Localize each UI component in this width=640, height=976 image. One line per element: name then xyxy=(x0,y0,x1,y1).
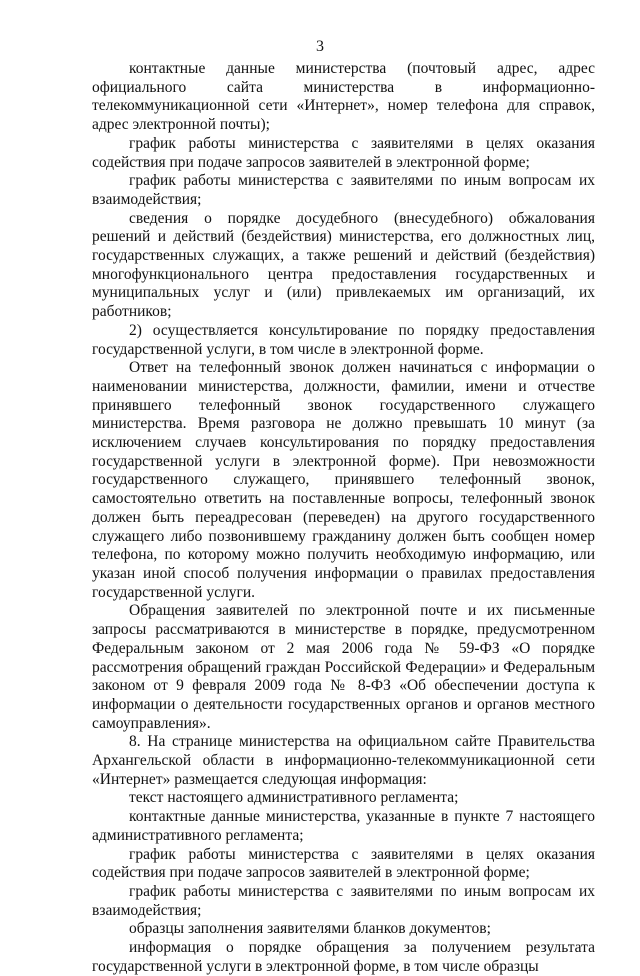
document-body xyxy=(92,60,595,976)
paragraph: Обращения заявителей по электронной почте и их письменные запросы рассматриваются в министерстве в порядке, предусмотренном Федеральным законом от 2 мая 2006 года № 59-ФЗ «О порядке рассмотрения обращений граждан Российской Федерации» и Федеральным законом от 9 февраля 2009 года № 8-ФЗ «Об обеспечении доступа к информации о деятельности государственных органов и органов местного самоуправления». xyxy=(92,602,595,732)
paragraph: Ответ на телефонный звонок должен начинаться с информации о наименовании министерства, должности, фамилии, имени и отчестве принявшего телефонный звонок государственного служащего министерства. Время разговора не должно превышать 10 минут (за исключением случаев консультирования по порядку предоставления государственной услуги в электронной форме). При невозможности государственного служащего, принявшего телефонный звонок, самостоятельно ответить на поставленные вопросы, телефонный звонок должен быть переадресован (переведен) на другого государственного служащего либо позвонившему гражданину должен быть сообщен номер телефона, по которому можно получить необходимую информацию, или указан иной способ получения информации о правилах предоставления государственной услуги. xyxy=(92,359,595,601)
paragraph: график работы министерства с заявителями по иным вопросам их взаимодействия; xyxy=(92,172,595,208)
paragraph: 2) осуществляется консультирование по порядку предоставления государственной услуги, в том числе в электронной форме. xyxy=(92,321,595,358)
paragraph: контактные данные министерства, указанные в пункте 7 настоящего административного регламента; xyxy=(92,808,595,844)
page-number: 3 xyxy=(316,38,324,55)
paragraph: график работы министерства с заявителями по иным вопросам их взаимодействия; xyxy=(92,882,595,919)
paragraph: текст настоящего административного регламента; xyxy=(129,789,459,807)
paragraph: информация о порядке обращения за получением результата государственной услуги в электронной форме, в том числе образцы xyxy=(92,939,595,975)
paragraph: график работы министерства с заявителями в целях оказания содействия при подаче запросов заявителей в электронной форме; xyxy=(92,134,595,171)
paragraph: контактные данные министерства (почтовый адрес, адрес официального сайта министерства в информационно-телекоммуникационной сети «Интернет», номер телефона для справок, адрес электронной почты); xyxy=(92,60,595,134)
paragraph: образцы заполнения заявителями бланков документов; xyxy=(129,920,491,938)
paragraph: сведения о порядке досудебного (внесудебного) обжалования решений и действий (бездействия) министерства, его должностных лиц, государственных служащих, а также решений и действий (бездействия) многофункционального центра предоставления государственных и муниципальных услуг и (или) привлекаемых им организаций, их работников; xyxy=(92,209,595,321)
paragraph: график работы министерства с заявителями в целях оказания содействия при подаче запросов заявителей в электронной форме; xyxy=(92,845,595,882)
paragraph: 8. На странице министерства на официальном сайте Правительства Архангельской области в информационно-телекоммуникационной сети «Интернет» размещается следующая информация: xyxy=(92,733,595,788)
